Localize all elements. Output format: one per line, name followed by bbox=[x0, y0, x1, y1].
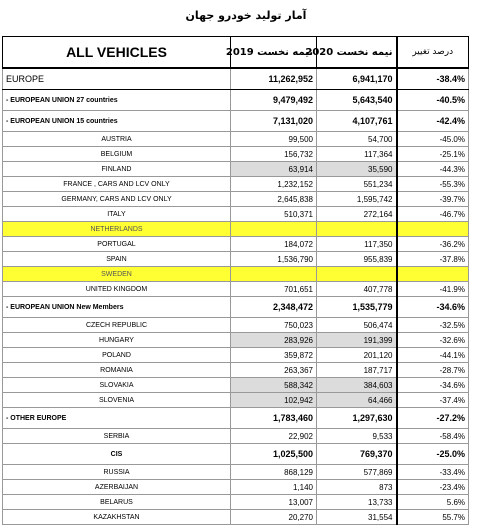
table-row bbox=[3, 192, 469, 207]
row-name: - EUROPEAN UNION 15 countries bbox=[3, 111, 231, 132]
row-name: SWEDEN bbox=[3, 267, 231, 282]
table-row bbox=[3, 267, 469, 282]
value-2019: 2,348,472 bbox=[231, 297, 317, 318]
value-2019: 510,371 bbox=[231, 207, 317, 222]
row-name: AUSTRIA bbox=[3, 132, 231, 147]
row-name: HUNGARY bbox=[3, 333, 231, 348]
value-2020: 187,717 bbox=[317, 363, 397, 378]
value-2020: 506,474 bbox=[317, 318, 397, 333]
value-2019: 9,479,492 bbox=[231, 90, 317, 111]
value-2019: 13,007 bbox=[231, 495, 317, 510]
change-value: -34.6% bbox=[397, 378, 469, 393]
value-2020: 407,778 bbox=[317, 282, 397, 297]
value-2020: 201,120 bbox=[317, 348, 397, 363]
value-2019: 263,367 bbox=[231, 363, 317, 378]
header-all-vehicles: ALL VEHICLES bbox=[3, 37, 231, 69]
value-2020: 577,869 bbox=[317, 465, 397, 480]
change-value: -41.9% bbox=[397, 282, 469, 297]
table-row bbox=[3, 480, 469, 495]
row-name: BELGIUM bbox=[3, 147, 231, 162]
row-name: ROMANIA bbox=[3, 363, 231, 378]
value-2019: 868,129 bbox=[231, 465, 317, 480]
header-2020: نیمه نخست 2020 bbox=[317, 37, 397, 69]
value-2019: 359,872 bbox=[231, 348, 317, 363]
table-row bbox=[3, 378, 469, 393]
change-value: -40.5% bbox=[397, 90, 469, 111]
value-2020: 769,370 bbox=[317, 444, 397, 465]
change-value: -37.8% bbox=[397, 252, 469, 267]
value-2019: 156,732 bbox=[231, 147, 317, 162]
table-row bbox=[3, 147, 469, 162]
row-name: UNITED KINGDOM bbox=[3, 282, 231, 297]
row-name: RUSSIA bbox=[3, 465, 231, 480]
value-2019: 22,902 bbox=[231, 429, 317, 444]
value-2019: 1,783,460 bbox=[231, 408, 317, 429]
row-name: ITALY bbox=[3, 207, 231, 222]
change-value: -45.0% bbox=[397, 132, 469, 147]
row-name: SLOVENIA bbox=[3, 393, 231, 408]
production-table bbox=[2, 36, 469, 525]
table-row bbox=[3, 132, 469, 147]
value-2020 bbox=[317, 222, 397, 237]
header-2019: نیمه نخست 2019 bbox=[231, 37, 317, 69]
value-2019: 1,536,790 bbox=[231, 252, 317, 267]
value-2020: 64,466 bbox=[317, 393, 397, 408]
value-2020: 13,733 bbox=[317, 495, 397, 510]
change-value: -28.7% bbox=[397, 363, 469, 378]
value-2019: 7,131,020 bbox=[231, 111, 317, 132]
change-value: 5.6% bbox=[397, 495, 469, 510]
value-2020: 54,700 bbox=[317, 132, 397, 147]
value-2020: 551,234 bbox=[317, 177, 397, 192]
table-row bbox=[3, 408, 469, 429]
table-row bbox=[3, 393, 469, 408]
row-name: PORTUGAL bbox=[3, 237, 231, 252]
value-2020: 6,941,170 bbox=[317, 68, 397, 90]
value-2020: 5,643,540 bbox=[317, 90, 397, 111]
row-name: EUROPE bbox=[3, 68, 231, 90]
change-value: -27.2% bbox=[397, 408, 469, 429]
value-2020: 31,554 bbox=[317, 510, 397, 525]
header-change: درصد تغییر bbox=[397, 37, 469, 69]
value-2019: 750,023 bbox=[231, 318, 317, 333]
change-value: -25.0% bbox=[397, 444, 469, 465]
row-name: POLAND bbox=[3, 348, 231, 363]
row-name: - EUROPEAN UNION 27 countries bbox=[3, 90, 231, 111]
value-2019: 283,926 bbox=[231, 333, 317, 348]
table-row bbox=[3, 318, 469, 333]
table-row bbox=[3, 495, 469, 510]
value-2020: 873 bbox=[317, 480, 397, 495]
change-value: 55.7% bbox=[397, 510, 469, 525]
table-row bbox=[3, 252, 469, 267]
value-2019: 701,651 bbox=[231, 282, 317, 297]
change-value: -55.3% bbox=[397, 177, 469, 192]
table-row bbox=[3, 90, 469, 111]
table-row bbox=[3, 207, 469, 222]
change-value: -39.7% bbox=[397, 192, 469, 207]
value-2020: 117,350 bbox=[317, 237, 397, 252]
value-2019: 20,270 bbox=[231, 510, 317, 525]
change-value: -46.7% bbox=[397, 207, 469, 222]
change-value: -42.4% bbox=[397, 111, 469, 132]
page-title: آمار تولید خودرو جهان bbox=[185, 9, 307, 22]
value-2019 bbox=[231, 267, 317, 282]
row-name: BELARUS bbox=[3, 495, 231, 510]
value-2020: 117,364 bbox=[317, 147, 397, 162]
row-name: FRANCE , CARS AND LCV ONLY bbox=[3, 177, 231, 192]
value-2019: 102,942 bbox=[231, 393, 317, 408]
table-row bbox=[3, 348, 469, 363]
change-value: -25.1% bbox=[397, 147, 469, 162]
row-name: CZECH REPUBLIC bbox=[3, 318, 231, 333]
value-2019: 99,500 bbox=[231, 132, 317, 147]
row-name: SLOVAKIA bbox=[3, 378, 231, 393]
change-value bbox=[397, 222, 469, 237]
row-name: - EUROPEAN UNION New Members bbox=[3, 297, 231, 318]
row-name: NETHERLANDS bbox=[3, 222, 231, 237]
value-2019: 184,072 bbox=[231, 237, 317, 252]
value-2020: 1,595,742 bbox=[317, 192, 397, 207]
change-value: -44.3% bbox=[397, 162, 469, 177]
row-name: FINLAND bbox=[3, 162, 231, 177]
change-value: -23.4% bbox=[397, 480, 469, 495]
value-2020: 384,603 bbox=[317, 378, 397, 393]
table-row bbox=[3, 177, 469, 192]
table-row bbox=[3, 465, 469, 480]
table-row bbox=[3, 111, 469, 132]
value-2020: 1,535,779 bbox=[317, 297, 397, 318]
row-name: SERBIA bbox=[3, 429, 231, 444]
value-2019: 1,140 bbox=[231, 480, 317, 495]
change-value: -32.5% bbox=[397, 318, 469, 333]
change-value: -37.4% bbox=[397, 393, 469, 408]
change-value: -44.1% bbox=[397, 348, 469, 363]
change-value: -32.6% bbox=[397, 333, 469, 348]
change-value: -34.6% bbox=[397, 297, 469, 318]
table-row bbox=[3, 297, 469, 318]
value-2019: 1,232,152 bbox=[231, 177, 317, 192]
header-row bbox=[3, 37, 469, 69]
row-name: - OTHER EUROPE bbox=[3, 408, 231, 429]
row-name: AZERBAIJAN bbox=[3, 480, 231, 495]
value-2019: 2,645,838 bbox=[231, 192, 317, 207]
table-row bbox=[3, 68, 469, 90]
value-2020: 9,533 bbox=[317, 429, 397, 444]
value-2020: 35,590 bbox=[317, 162, 397, 177]
row-name: SPAIN bbox=[3, 252, 231, 267]
value-2020: 955,839 bbox=[317, 252, 397, 267]
value-2020: 4,107,761 bbox=[317, 111, 397, 132]
change-value: -33.4% bbox=[397, 465, 469, 480]
value-2020: 191,399 bbox=[317, 333, 397, 348]
value-2020 bbox=[317, 267, 397, 282]
table-row bbox=[3, 222, 469, 237]
value-2020: 1,297,630 bbox=[317, 408, 397, 429]
table-row bbox=[3, 237, 469, 252]
value-2019: 63,914 bbox=[231, 162, 317, 177]
value-2020: 272,164 bbox=[317, 207, 397, 222]
table-row bbox=[3, 282, 469, 297]
change-value: -36.2% bbox=[397, 237, 469, 252]
table-row bbox=[3, 510, 469, 525]
change-value: -58.4% bbox=[397, 429, 469, 444]
table-row bbox=[3, 363, 469, 378]
value-2019: 1,025,500 bbox=[231, 444, 317, 465]
value-2019: 11,262,952 bbox=[231, 68, 317, 90]
change-value bbox=[397, 267, 469, 282]
row-name: CIS bbox=[3, 444, 231, 465]
row-name: KAZAKHSTAN bbox=[3, 510, 231, 525]
value-2019 bbox=[231, 222, 317, 237]
value-2019: 588,342 bbox=[231, 378, 317, 393]
table-row bbox=[3, 162, 469, 177]
change-value: -38.4% bbox=[397, 68, 469, 90]
table-row bbox=[3, 444, 469, 465]
row-name: GERMANY, CARS AND LCV ONLY bbox=[3, 192, 231, 207]
table-row bbox=[3, 333, 469, 348]
table-row bbox=[3, 429, 469, 444]
